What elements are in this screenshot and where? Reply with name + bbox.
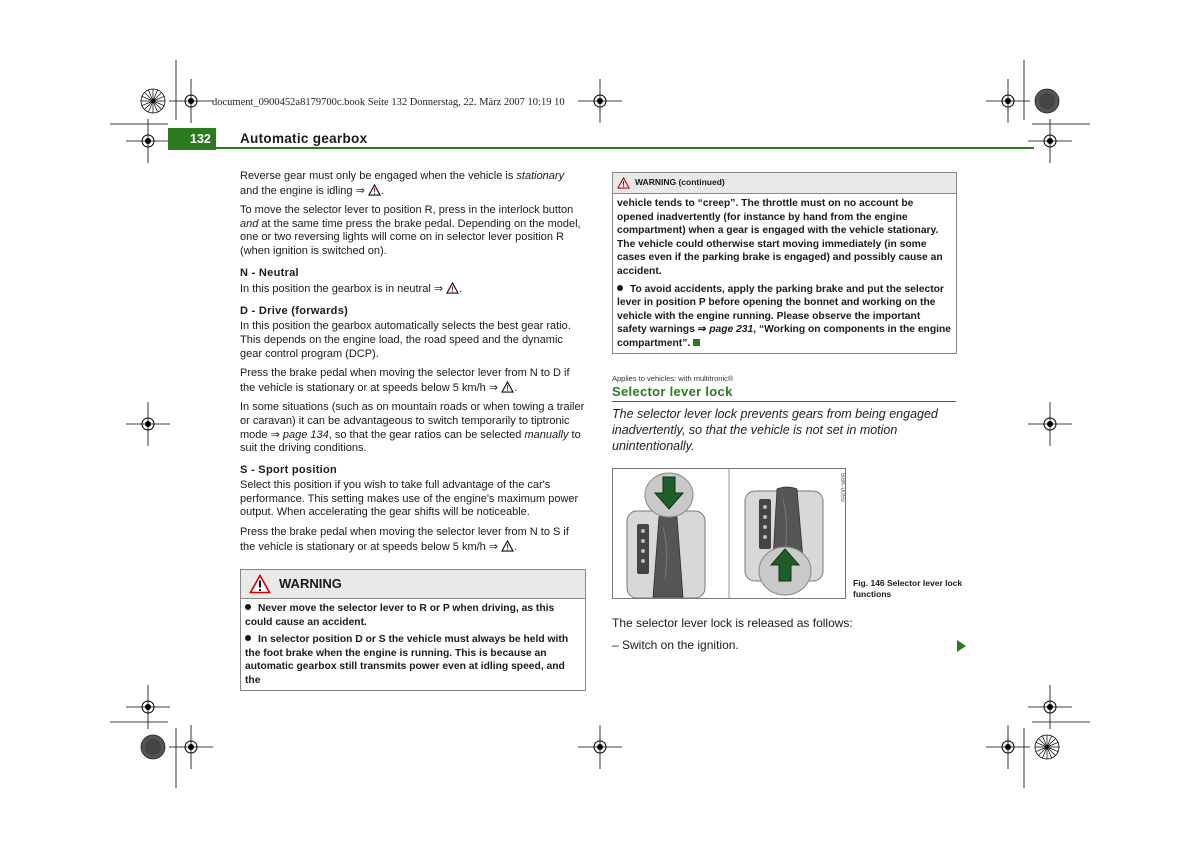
text: Reverse gear must only be engaged when the vehicle is — [240, 170, 517, 182]
heading-neutral: N - Neutral — [240, 266, 299, 279]
bullet-icon — [245, 604, 251, 610]
lever-panel-left — [627, 473, 705, 598]
warning-continued-paragraph: vehicle tends to “creep”. The throttle must on no account be opened inadvertently (for instance by hand from the engine compartment) when a gear is engaged with the vehicle stationary. The vehicle could otherwise start moving immediately (in some cases even if the parking brake is engaged) and possibly cause an accident. — [617, 198, 943, 277]
paragraph-drive-1: In this position the gearbox automatically selects the best gear ratio. This depends on the engine load, the road speed and the dynamic gear control program (DCP). — [240, 320, 571, 360]
heading-sport: S - Sport position — [240, 463, 338, 476]
text: In some situations (such as on mountain roads or when towing a trailer or caravan) it can be advantageous to switch temporarily to tiptronic mode ⇒ — [240, 401, 585, 441]
figure-code: B8K-0059 — [839, 473, 846, 502]
page-number: 132 — [190, 132, 211, 146]
paragraph-interlock — [240, 204, 586, 258]
text: and the engine is idling ⇒ — [240, 184, 368, 197]
warning-header — [241, 570, 585, 599]
warning-bullet-2 — [245, 633, 581, 687]
paragraph-drive-3 — [240, 401, 586, 455]
text: In selector position D or S the vehicle must always be held with the foot brake when the engine is running. This is because an automatic gearbox still transmits power even at idling speed, and the — [245, 634, 569, 686]
paragraph-sport-1: Select this position if you wish to take full advantage of the car's performance. This setting makes use of the engine's maximum power output. When accelerating the gear shifts will be noticeable. — [240, 479, 579, 519]
warning-triangle-icon — [446, 282, 459, 294]
text: . — [514, 540, 518, 553]
continue-arrow-icon — [957, 640, 966, 652]
warning-triangle-icon — [617, 177, 630, 189]
warning-continued-body — [613, 194, 956, 353]
warning-continued-box — [612, 172, 957, 354]
text: . — [459, 283, 463, 296]
text: . — [380, 184, 384, 197]
warning-continued-title: WARNING (continued) — [635, 177, 725, 188]
section-title: Automatic gearbox — [240, 131, 368, 146]
warning-bullet-1 — [245, 602, 581, 629]
bullet-icon — [617, 285, 623, 291]
paragraph-neutral — [240, 282, 586, 297]
warning-box — [240, 569, 586, 691]
text: To move the selector lever to position R, press in the interlock button — [240, 204, 574, 217]
text: Press the brake pedal when moving the selector lever from N to D if the vehicle is stationary or at speeds below 5 km/h ⇒ — [240, 367, 570, 394]
page-reference-link[interactable]: page 231 — [709, 324, 754, 336]
lever-panel-right — [745, 487, 823, 595]
paragraph-drive-2 — [240, 367, 586, 395]
step-1: – Switch on the ignition. — [612, 638, 739, 652]
print-slug: document_0900452a8179700c.book Seite 132 Donnerstag, 22. März 2007 10:19 10 — [212, 97, 565, 108]
emphasis: stationary — [516, 170, 565, 182]
text: , so that the gear ratios can be selected — [328, 428, 525, 441]
warning-triangle-icon — [501, 381, 514, 393]
text: . — [514, 381, 518, 394]
emphasis: and — [240, 217, 259, 230]
subsection-rule — [612, 401, 956, 402]
release-text: The selector lever lock is released as follows: — [612, 616, 853, 630]
end-marker-icon — [693, 339, 700, 346]
text: , “Working on components in the engine compartment”. — [617, 324, 952, 349]
text: In this position the gearbox is in neutral ⇒ — [240, 283, 447, 296]
figure-caption: Fig. 146 Selector lever lock functions — [853, 578, 963, 599]
emphasis: manually — [524, 428, 569, 441]
text: Never move the selector lever to R or P when driving, as this could cause an accident. — [245, 603, 555, 628]
intro-text: The selector lever lock prevents gears from being engaged inadvertently, so that the vehicle is not set in motion unintentionally. — [612, 407, 938, 453]
page-reference-link[interactable]: page 134 — [282, 428, 329, 441]
bullet-icon — [245, 635, 251, 641]
subsection-title: Selector lever lock — [612, 384, 733, 399]
warning-triangle-icon — [368, 184, 381, 196]
warning-title: WARNING — [279, 576, 342, 592]
warning-continued-header — [613, 173, 956, 194]
text: to suit the driving conditions. — [240, 428, 581, 455]
text: To avoid accidents, apply the parking brake and put the selector lever in position P before opening the bonnet and working on the vehicle with the engine running. Please observe the important safety warnings ⇒ — [617, 283, 944, 336]
heading-drive: D - Drive (forwards) — [240, 304, 349, 317]
paragraph-reverse — [240, 170, 586, 198]
text: at the same time press the brake pedal. Depending on the model, one or two reversing lights will come on in selector lever position R (when ignition is switched on). — [240, 217, 581, 257]
selector-lever-illustration — [613, 469, 845, 598]
figure-selector-lever-lock — [612, 468, 846, 599]
warning-triangle-icon — [501, 540, 514, 552]
paragraph-sport-2 — [240, 526, 586, 554]
warning-triangle-icon — [249, 574, 271, 594]
applicability-note: Applies to vehicles: with multitronic® — [612, 374, 734, 383]
warning-body — [241, 599, 585, 690]
left-column — [240, 170, 586, 560]
header-rule — [168, 147, 1034, 149]
text: Press the brake pedal when moving the selector lever from N to S if the vehicle is stationary or at speeds below 5 km/h ⇒ — [240, 526, 569, 553]
warning-continued-bullet — [617, 283, 952, 351]
